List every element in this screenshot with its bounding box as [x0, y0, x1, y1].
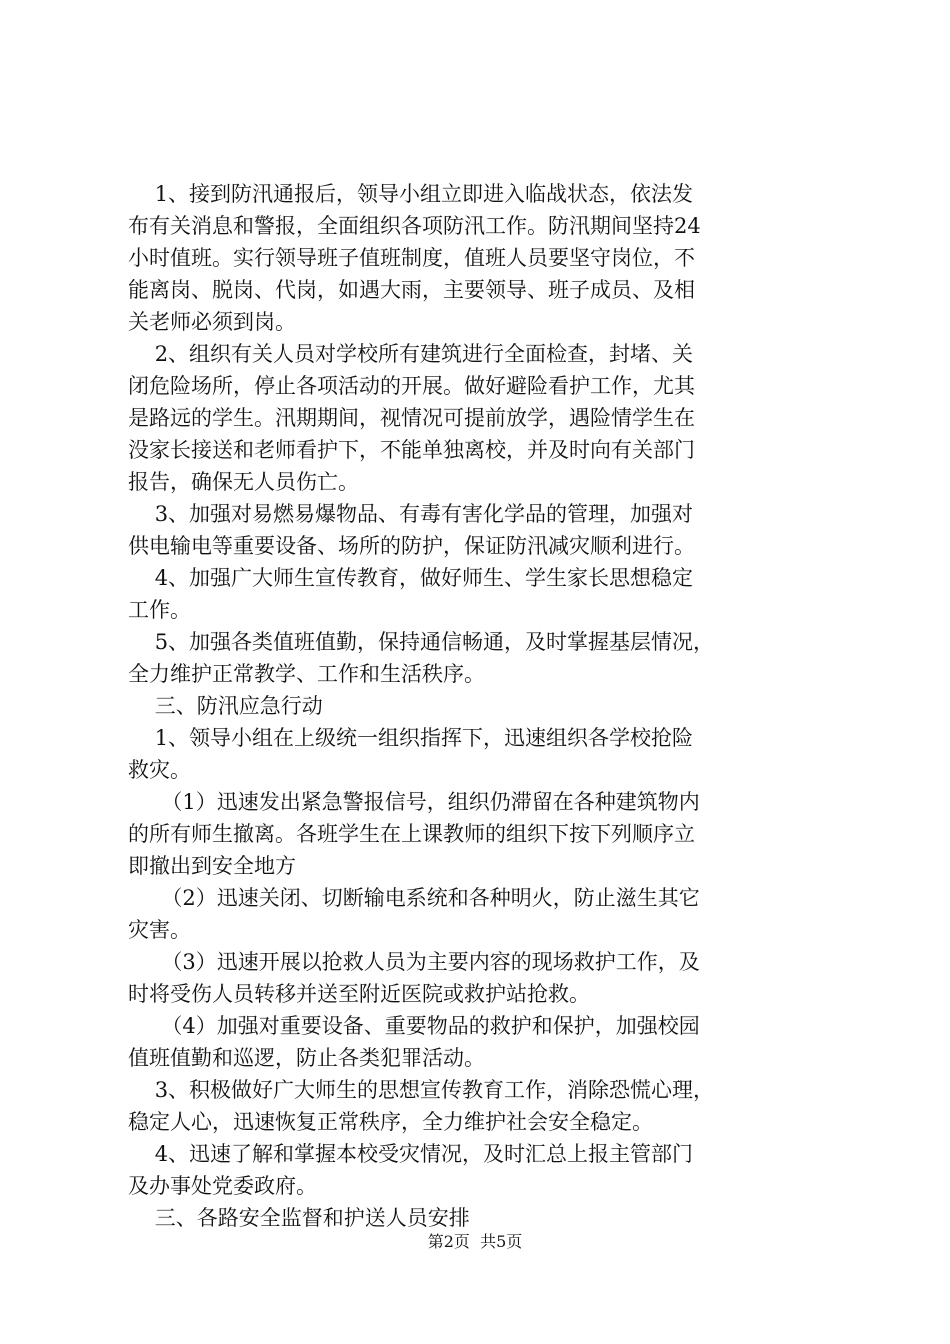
text-line: 灾害。	[128, 918, 191, 942]
text-line: 4、迅速了解和掌握本校受灾情况，及时汇总上报主管部门	[128, 1142, 694, 1166]
text-line: 三、防汛应急行动	[128, 694, 323, 718]
text-line: 是路远的学生。汛期期间，视情况可提前放学，遇险情学生在	[128, 406, 695, 430]
text-line: 全力维护正常教学、工作和生活秩序。	[128, 662, 485, 686]
text-line: 值班值勤和巡逻，防止各类犯罪活动。	[128, 1046, 485, 1070]
text-line: 能离岗、脱岗、代岗，如遇大雨，主要领导、班子成员、及相	[128, 278, 695, 302]
text-line: 没家长接送和老师看护下，不能单独离校，并及时向有关部门	[128, 438, 695, 462]
text-line: 小时值班。实行领导班子值班制度，值班人员要坚守岗位，不	[128, 246, 695, 270]
text-line: 1、接到防汛通报后，领导小组立即进入临战状态，依法发	[128, 182, 694, 206]
document-body	[128, 178, 832, 1234]
text-line: 救灾。	[128, 758, 191, 782]
text-line: 及办事处党委政府。	[128, 1174, 317, 1198]
text-line: 布有关消息和警报，全面组织各项防汛工作。防汛期间坚持24	[128, 214, 701, 238]
text-line: 4、加强广大师生宣传教育，做好师生、学生家长思想稳定	[128, 566, 694, 590]
text-line: 闭危险场所，停止各项活动的开展。做好避险看护工作，尤其	[128, 374, 695, 398]
text-line: 即撤出到安全地方	[128, 854, 296, 878]
text-line: 报告，确保无人员伤亡。	[128, 470, 359, 494]
text-line: 的所有师生撤离。各班学生在上课教师的组织下按下列顺序立	[128, 822, 695, 846]
text-line: （1）迅速发出紧急警报信号，组织仍滞留在各种建筑物内	[128, 790, 700, 814]
text-line: （4）加强对重要设备、重要物品的救护和保护，加强校园	[128, 1014, 700, 1038]
text-line: 三、各路安全监督和护送人员安排	[128, 1206, 470, 1230]
text-line: 3、加强对易燃易爆物品、有毒有害化学品的管理，加强对	[128, 502, 694, 526]
text-line: 时将受伤人员转移并送至附近医院或救护站抢救。	[128, 982, 590, 1006]
text-line: 供电输电等重要设备、场所的防护，保证防汛减灾顺利进行。	[128, 534, 695, 558]
page-footer: 第2页 共5页	[427, 1232, 523, 1251]
text-line: 5、加强各类值班值勤，保持通信畅通，及时掌握基层情况，	[128, 630, 715, 654]
text-line: 工作。	[128, 598, 191, 622]
text-line: 3、积极做好广大师生的思想宣传教育工作，消除恐慌心理，	[128, 1078, 715, 1102]
text-line: （2）迅速关闭、切断输电系统和各种明火，防止滋生其它	[128, 886, 700, 910]
text-line: 1、领导小组在上级统一组织指挥下，迅速组织各学校抢险	[128, 726, 694, 750]
text-line: （3）迅速开展以抢救人员为主要内容的现场救护工作，及	[128, 950, 700, 974]
text-line: 关老师必须到岗。	[128, 310, 296, 334]
text-line: 稳定人心，迅速恢复正常秩序，全力维护社会安全稳定。	[128, 1110, 653, 1134]
text-line: 2、组织有关人员对学校所有建筑进行全面检查，封堵、关	[128, 342, 694, 366]
